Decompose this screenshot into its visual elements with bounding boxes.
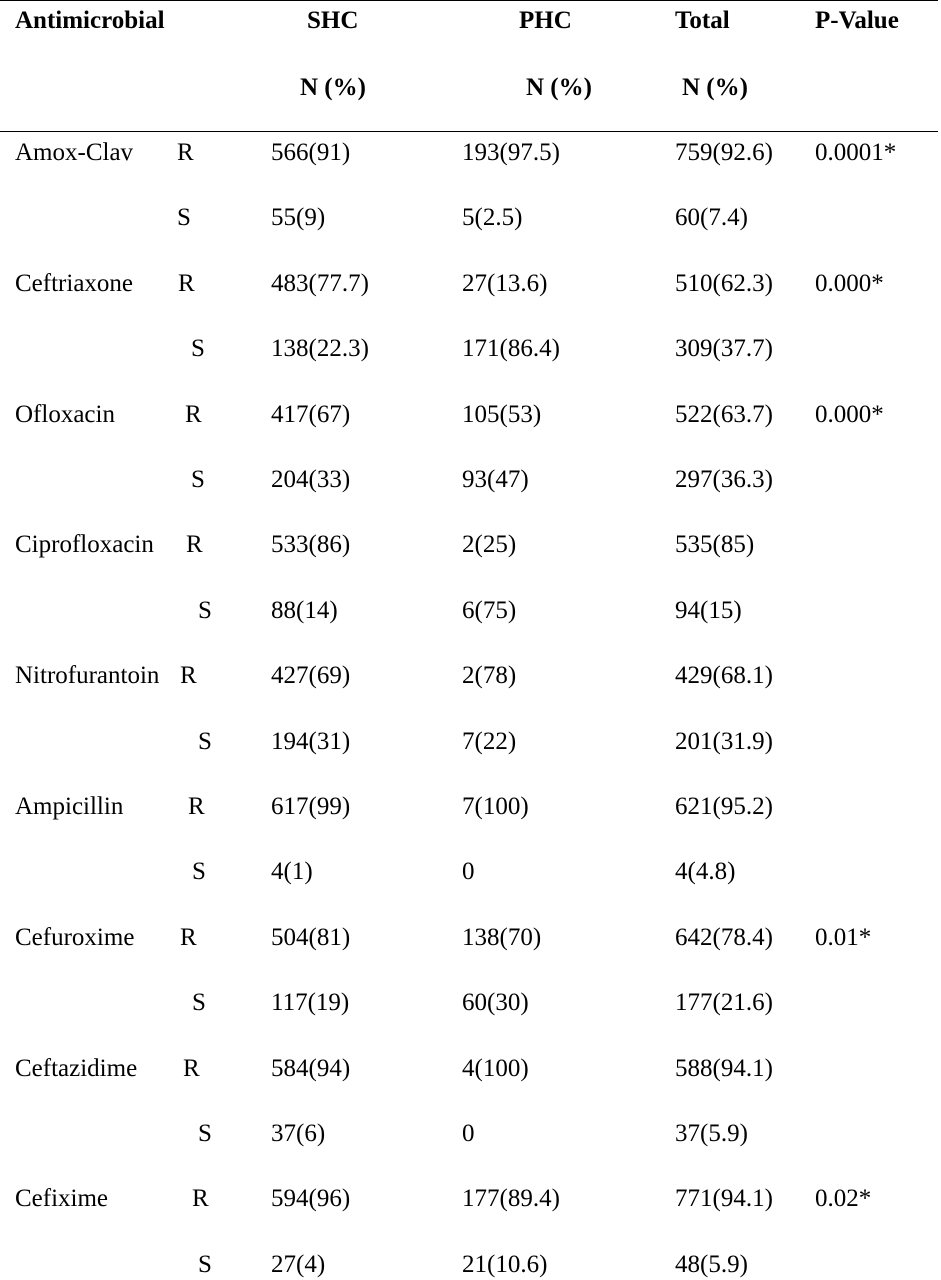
cell-total: 201(31.9) (675, 728, 773, 755)
cell-shc: 617(99) (271, 793, 351, 820)
cell-resistance-status: S (191, 466, 205, 493)
cell-antimicrobial: Ampicillin (15, 793, 124, 820)
cell-phc: 5(2.5) (462, 204, 523, 231)
table-top-rule (0, 0, 938, 1)
cell-total: 94(15) (675, 597, 742, 624)
cell-shc: 55(9) (271, 204, 326, 231)
cell-total: 297(36.3) (675, 466, 773, 493)
cell-resistance-status: R (192, 1185, 209, 1212)
cell-resistance-status: S (198, 728, 212, 755)
cell-phc: 177(89.4) (462, 1185, 560, 1212)
cell-resistance-status: R (188, 793, 205, 820)
cell-p-value: 0.000* (815, 401, 884, 428)
cell-phc: 6(75) (462, 597, 517, 624)
cell-total: 771(94.1) (675, 1185, 773, 1212)
cell-phc: 193(97.5) (462, 139, 560, 166)
cell-phc: 21(10.6) (462, 1251, 548, 1278)
cell-shc: 417(67) (271, 401, 351, 428)
cell-shc: 117(19) (271, 989, 350, 1016)
cell-phc: 0 (462, 1120, 475, 1147)
cell-shc: 504(81) (271, 924, 351, 951)
cell-p-value: 0.000* (815, 270, 884, 297)
cell-shc: 138(22.3) (271, 335, 369, 362)
cell-phc: 27(13.6) (462, 270, 548, 297)
header-phc-unit: N (%) (526, 74, 592, 101)
cell-total: 4(4.8) (675, 858, 736, 885)
cell-phc: 7(22) (462, 728, 517, 755)
cell-total: 429(68.1) (675, 662, 773, 689)
cell-total: 309(37.7) (675, 335, 773, 362)
cell-resistance-status: R (180, 662, 197, 689)
cell-resistance-status: S (198, 1251, 212, 1278)
cell-total: 535(85) (675, 531, 755, 558)
cell-shc: 37(6) (271, 1120, 326, 1147)
cell-p-value: 0.01* (815, 924, 872, 951)
cell-resistance-status: S (177, 204, 191, 231)
cell-total: 642(78.4) (675, 924, 773, 951)
cell-resistance-status: S (192, 989, 206, 1016)
header-phc: PHC (519, 7, 572, 34)
cell-total: 759(92.6) (675, 139, 773, 166)
cell-resistance-status: R (180, 924, 197, 951)
cell-phc: 7(100) (462, 793, 529, 820)
header-shc: SHC (307, 7, 359, 34)
cell-total: 60(7.4) (675, 204, 748, 231)
cell-total: 177(21.6) (675, 989, 773, 1016)
cell-resistance-status: R (178, 270, 195, 297)
cell-shc: 204(33) (271, 466, 351, 493)
cell-phc: 2(25) (462, 531, 517, 558)
cell-p-value: 0.0001* (815, 139, 897, 166)
cell-phc: 2(78) (462, 662, 517, 689)
cell-phc: 60(30) (462, 989, 529, 1016)
header-antimicrobial: Antimicrobial (15, 7, 165, 34)
cell-total: 621(95.2) (675, 793, 773, 820)
cell-shc: 88(14) (271, 597, 338, 624)
cell-resistance-status: R (183, 1055, 200, 1082)
cell-antimicrobial: Nitrofurantoin (15, 662, 160, 689)
cell-antimicrobial: Amox-Clav (15, 139, 134, 166)
cell-resistance-status: R (186, 531, 203, 558)
cell-p-value: 0.02* (815, 1185, 872, 1212)
cell-resistance-status: S (192, 858, 206, 885)
cell-phc: 93(47) (462, 466, 529, 493)
cell-shc: 27(4) (271, 1251, 326, 1278)
cell-resistance-status: S (198, 1120, 212, 1147)
cell-phc: 171(86.4) (462, 335, 560, 362)
cell-phc: 0 (462, 858, 475, 885)
cell-total: 48(5.9) (675, 1251, 748, 1278)
cell-total: 588(94.1) (675, 1055, 773, 1082)
cell-phc: 4(100) (462, 1055, 529, 1082)
cell-antimicrobial: Ciprofloxacin (15, 531, 154, 558)
cell-antimicrobial: Ofloxacin (15, 401, 115, 428)
header-pvalue: P-Value (815, 7, 899, 34)
cell-shc: 584(94) (271, 1055, 351, 1082)
header-shc-unit: N (%) (300, 74, 366, 101)
cell-phc: 105(53) (462, 401, 542, 428)
cell-resistance-status: S (191, 335, 205, 362)
cell-shc: 4(1) (271, 858, 313, 885)
cell-shc: 427(69) (271, 662, 351, 689)
cell-antimicrobial: Ceftazidime (15, 1055, 138, 1082)
cell-shc: 533(86) (271, 531, 351, 558)
cell-antimicrobial: Ceftriaxone (15, 270, 134, 297)
cell-phc: 138(70) (462, 924, 542, 951)
cell-total: 510(62.3) (675, 270, 773, 297)
cell-total: 522(63.7) (675, 401, 773, 428)
cell-shc: 566(91) (271, 139, 351, 166)
cell-resistance-status: R (185, 401, 202, 428)
header-total-unit: N (%) (682, 74, 748, 101)
header-total: Total (675, 7, 730, 34)
cell-shc: 194(31) (271, 728, 351, 755)
cell-total: 37(5.9) (675, 1120, 748, 1147)
cell-antimicrobial: Cefuroxime (15, 924, 135, 951)
cell-resistance-status: S (198, 597, 212, 624)
table-header-rule (0, 131, 938, 132)
cell-resistance-status: R (177, 139, 194, 166)
cell-shc: 594(96) (271, 1185, 351, 1212)
cell-shc: 483(77.7) (271, 270, 369, 297)
cell-antimicrobial: Cefixime (15, 1185, 109, 1212)
